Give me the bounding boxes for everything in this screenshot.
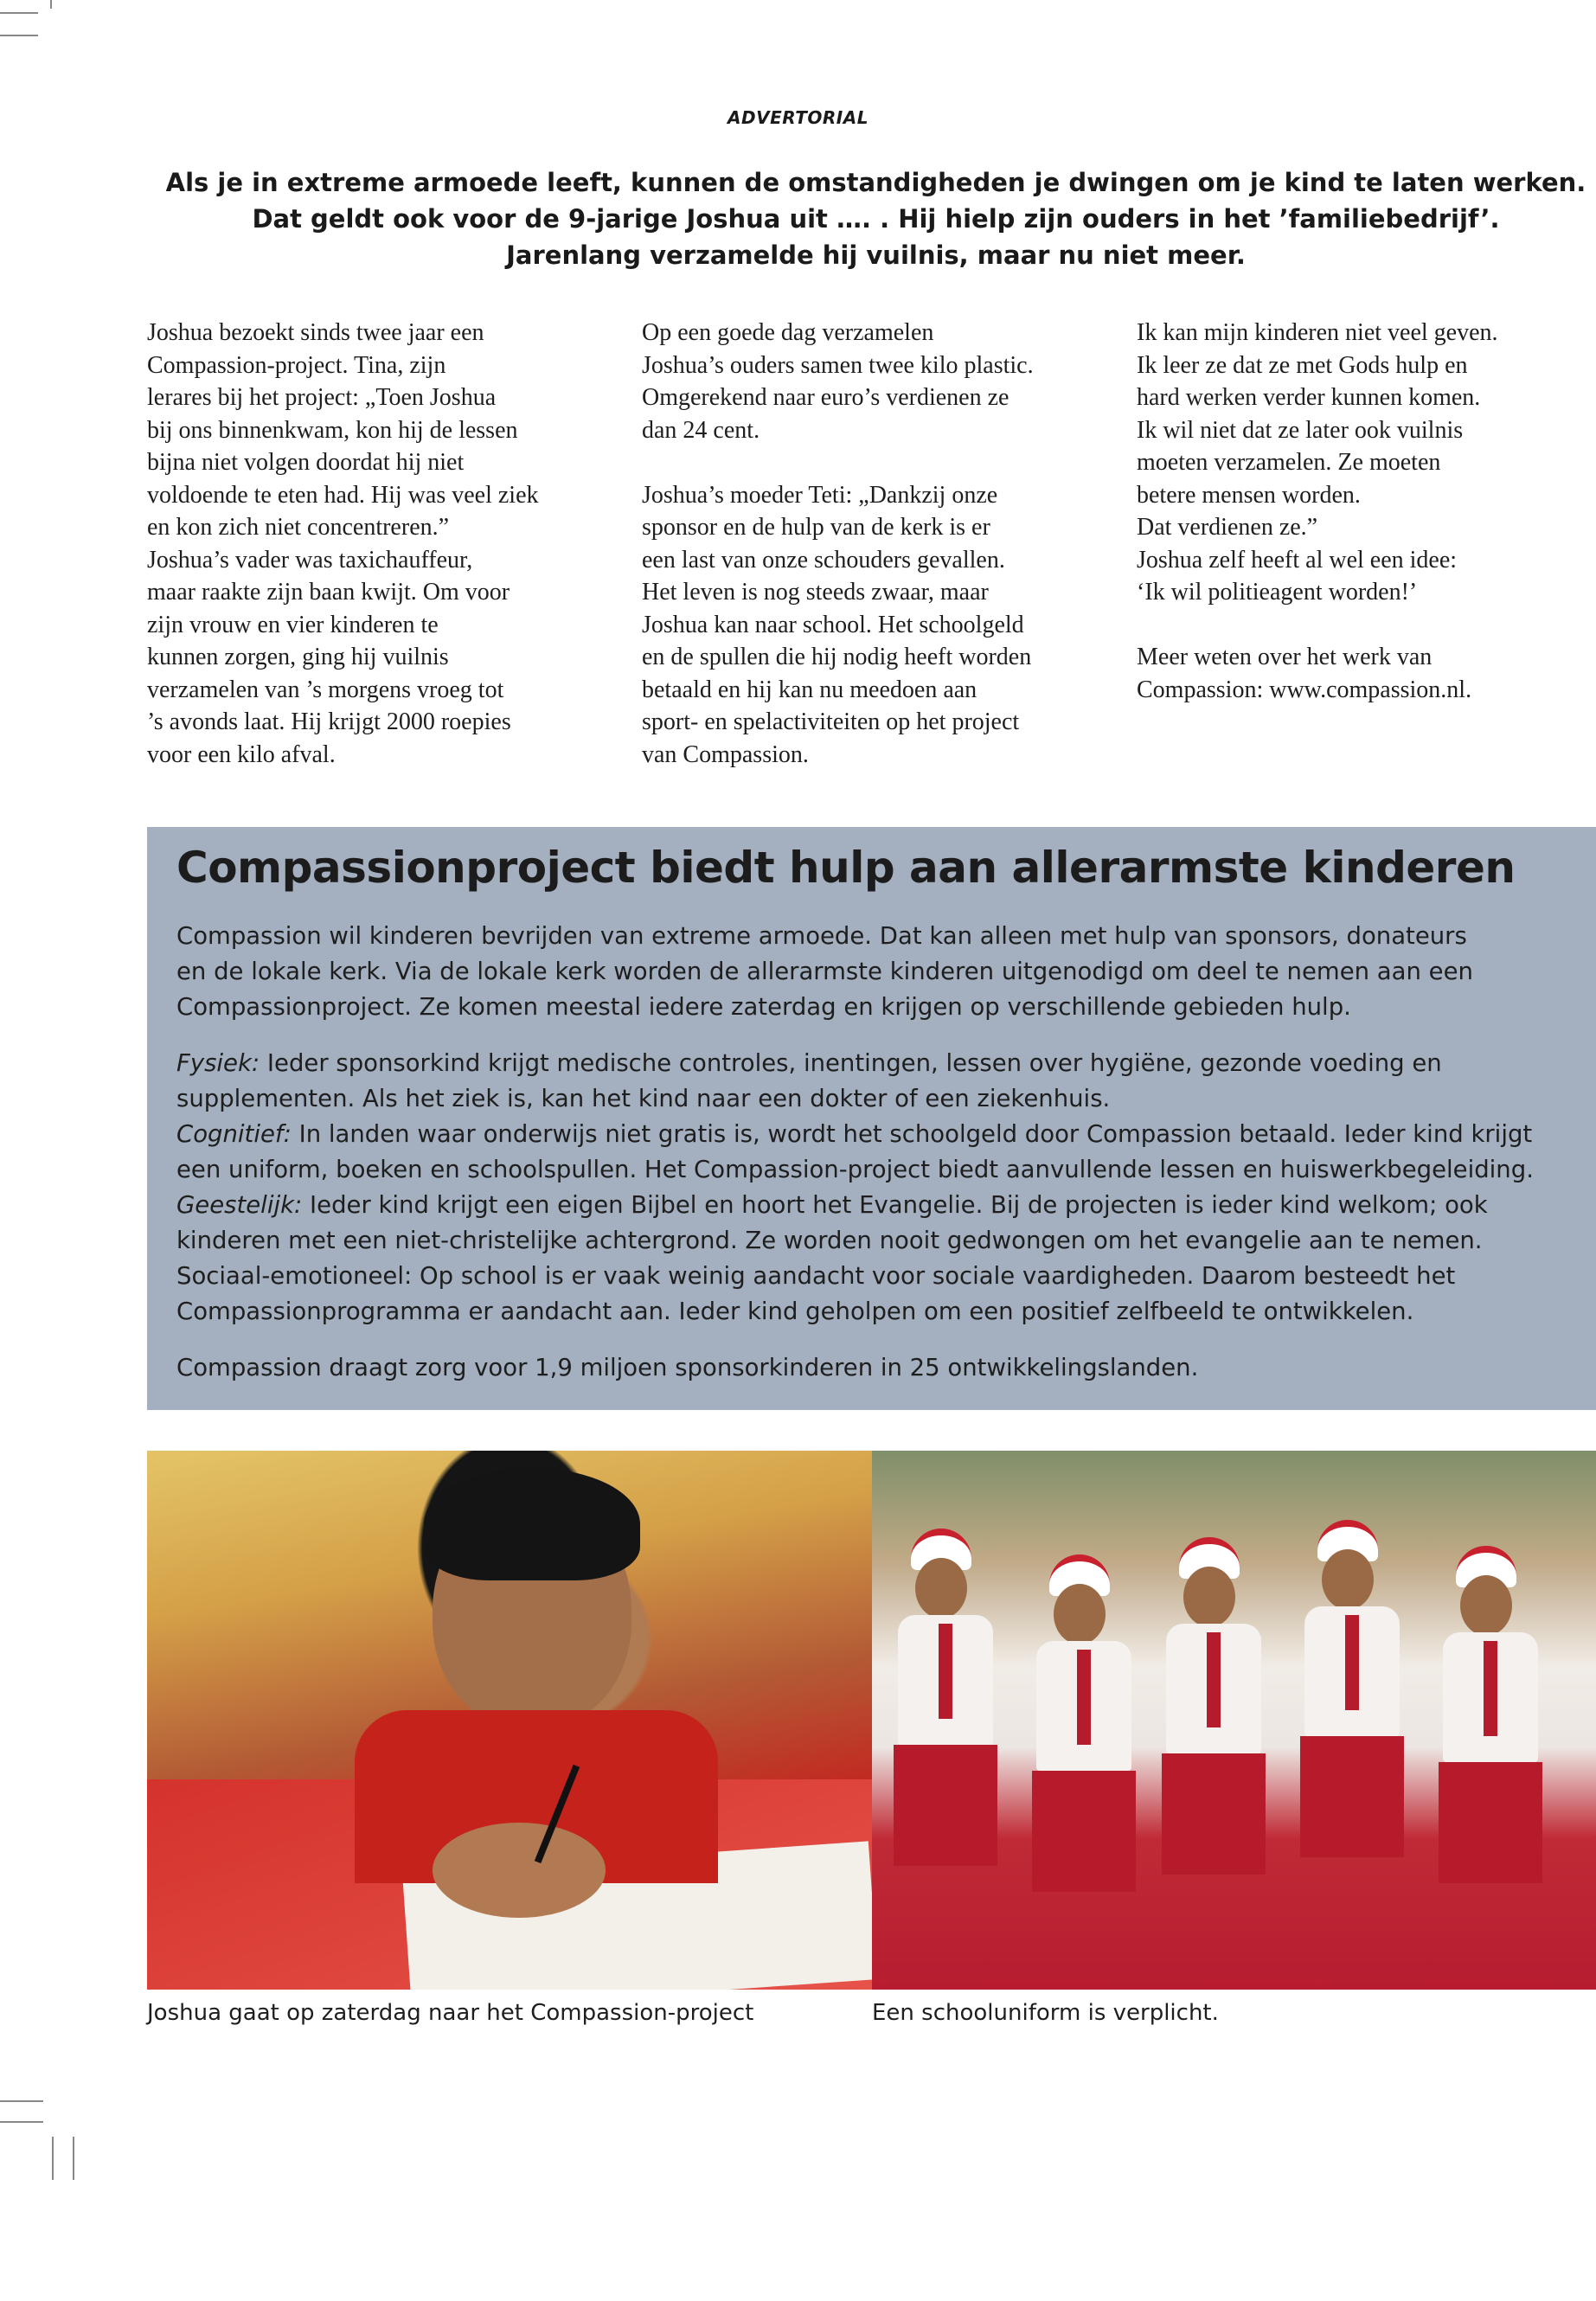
- paragraph-gap: [642, 446, 1118, 479]
- text-line: Op een goede dag verzamelen: [642, 319, 934, 346]
- photo-caption: Joshua gaat op zaterdag naar het Compassion-project: [147, 2000, 754, 2026]
- intro-line: Jarenlang verzamelde hij vuilnis, maar nu niet meer.: [506, 240, 1246, 270]
- text-line: Joshua’s vader was taxichauffeur,: [147, 546, 473, 574]
- text-column-1: [147, 317, 614, 771]
- intro-line: Dat geldt ook voor de 9-jarige Joshua uit …. . Hij hielp zijn ouders in het ’familiebedrijf’.: [252, 204, 1500, 234]
- text-line: voldoende te eten had. Hij was veel ziek: [147, 481, 539, 509]
- text-line: Joshua’s moeder Teti: „Dankzij onze: [642, 481, 998, 509]
- crop-mark: [0, 2121, 43, 2123]
- crop-mark: [0, 35, 38, 36]
- fysiek-line: [176, 1046, 1578, 1081]
- text-line: een last van onze schouders gevallen.: [642, 546, 1005, 574]
- photo-caption: Een schooluniform is verplicht.: [872, 2000, 1219, 2026]
- cognitief-label: Cognitief:: [176, 1120, 292, 1148]
- text-line: ‘Ik wil politieagent worden!’: [1137, 579, 1418, 606]
- paragraph-gap: [1137, 609, 1586, 642]
- paragraph-gap: [176, 1330, 1578, 1350]
- text-line: sponsor en de hulp van de kerk is er: [642, 514, 990, 541]
- text-line: Dat verdienen ze.”: [1137, 514, 1318, 541]
- text-line: Ik wil niet dat ze later ook vuilnis: [1137, 416, 1464, 444]
- boy-hair-shape: [424, 1468, 640, 1580]
- text-line: Joshua kan naar school. Het schoolgeld: [642, 611, 1024, 638]
- text-line: ’s avonds laat. Hij krijgt 2000 roepies: [147, 708, 511, 735]
- text-line: Joshua’s ouders samen twee kilo plastic.: [642, 351, 1034, 379]
- text-line: hard werken verder kunnen komen.: [1137, 384, 1481, 411]
- crop-mark: [0, 12, 38, 14]
- text-line: zijn vrouw en vier kinderen te: [147, 611, 439, 638]
- text-line: betere mensen worden.: [1137, 481, 1361, 509]
- text-line: Sociaal-emotioneel: Op school is er vaak weinig aandacht voor sociale vaardigheden. Daarom besteedt het: [176, 1262, 1456, 1290]
- text-line: lerares bij het project: „Toen Joshua: [147, 384, 497, 411]
- text-line: Joshua zelf heeft al wel een idee:: [1137, 546, 1458, 574]
- text-line: en kon zich niet concentreren.”: [147, 514, 450, 541]
- advertorial-label: ADVERTORIAL: [727, 107, 869, 128]
- text-column-2: [642, 317, 1118, 771]
- info-box-body: [176, 919, 1578, 1386]
- cognitief-line: [176, 1117, 1578, 1152]
- boy-hand-shape: [433, 1823, 606, 1918]
- text-span: In landen waar onderwijs niet gratis is, wordt het schoolgeld door Compassion betaald. Ieder kind krijgt: [291, 1120, 1533, 1148]
- text-line: supplementen. Als het ziek is, kan het kind naar een dokter of een ziekenhuis.: [176, 1085, 1111, 1112]
- closing-line: Compassion draagt zorg voor 1,9 miljoen sponsorkinderen in 25 ontwikkelingslanden.: [176, 1354, 1199, 1381]
- text-span: Ieder kind krijgt een eigen Bijbel en hoort het Evangelie. Bij de projecten is ieder kind welkom; ook: [302, 1191, 1488, 1219]
- text-line: kinderen met een niet-christelijke achtergrond. Ze worden nooit gedwongen om het evangelie aan te nemen.: [176, 1227, 1483, 1254]
- text-line: een uniform, boeken en schoolspullen. Het Compassion-project biedt aanvullende lessen en huiswerkbegeleiding.: [176, 1156, 1534, 1183]
- text-line: bij ons binnenkwam, kon hij de lessen: [147, 416, 518, 444]
- text-line: Compassion wil kinderen bevrijden van extreme armoede. Dat kan alleen met hulp van sponsors, donateurs: [176, 922, 1467, 950]
- text-span: Ieder sponsorkind krijgt medische controles, inentingen, lessen over hygiëne, gezonde voeding en: [260, 1049, 1442, 1077]
- text-line: en de spullen die hij nodig heeft worden: [642, 644, 1032, 670]
- crop-mark: [73, 2137, 74, 2180]
- text-line: voor een kilo afval.: [147, 740, 336, 768]
- fysiek-label: Fysiek:: [176, 1049, 260, 1077]
- text-line: Het leven is nog steeds zwaar, maar: [642, 579, 989, 606]
- crop-mark: [0, 2100, 43, 2102]
- paragraph-gap: [176, 1025, 1578, 1046]
- text-line: Compassion: www.compassion.nl.: [1137, 676, 1472, 703]
- geestelijk-label: Geestelijk:: [176, 1191, 303, 1219]
- text-line: sport- en spelactiviteiten op het project: [642, 708, 1020, 735]
- intro-line: Als je in extreme armoede leeft, kunnen de omstandigheden je dwingen om je kind te laten werken.: [165, 168, 1586, 197]
- text-line: verzamelen van ’s morgens vroeg tot: [147, 676, 504, 703]
- geestelijk-line: [176, 1188, 1578, 1223]
- text-column-3: [1137, 317, 1586, 706]
- info-box-title: Compassionproject biedt hulp aan allerarmste kinderen: [176, 843, 1516, 893]
- crop-mark: [52, 2137, 54, 2180]
- text-line: Joshua bezoekt sinds twee jaar een: [147, 319, 484, 346]
- text-line: Compassionprogramma er aandacht aan. Ieder kind geholpen om een positief zelfbeeld te ontwikkelen.: [176, 1298, 1414, 1325]
- text-line: van Compassion.: [642, 740, 809, 768]
- crop-mark: [50, 0, 52, 9]
- text-line: moeten verzamelen. Ze moeten: [1137, 449, 1441, 476]
- text-line: dan 24 cent.: [642, 416, 760, 444]
- text-line: Meer weten over het werk van: [1137, 644, 1433, 670]
- text-line: Ik leer ze dat ze met Gods hulp en: [1137, 351, 1468, 379]
- text-line: kunnen zorgen, ging hij vuilnis: [147, 644, 449, 670]
- text-line: Compassion-project. Tina, zijn: [147, 351, 446, 379]
- text-line: Omgerekend naar euro’s verdienen ze: [642, 384, 1010, 411]
- text-line: en de lokale kerk. Via de lokale kerk worden de allerarmste kinderen uitgenodigd om deel te nemen aan een: [176, 958, 1473, 985]
- info-box: [147, 827, 1596, 1410]
- text-line: Compassionproject. Ze komen meestal iedere zaterdag en krijgen op verschillende gebieden hulp.: [176, 993, 1351, 1021]
- text-line: betaald en hij kan nu meedoen aan: [642, 676, 977, 703]
- text-line: bijna niet volgen doordat hij niet: [147, 449, 465, 476]
- photo-schoolchildren-uniform: [872, 1451, 1596, 1990]
- text-line: maar raakte zijn baan kwijt. Om voor: [147, 579, 510, 606]
- photo-joshua-writing: [147, 1451, 872, 1990]
- text-line: Ik kan mijn kinderen niet veel geven.: [1137, 319, 1498, 346]
- intro-lead: [138, 164, 1596, 273]
